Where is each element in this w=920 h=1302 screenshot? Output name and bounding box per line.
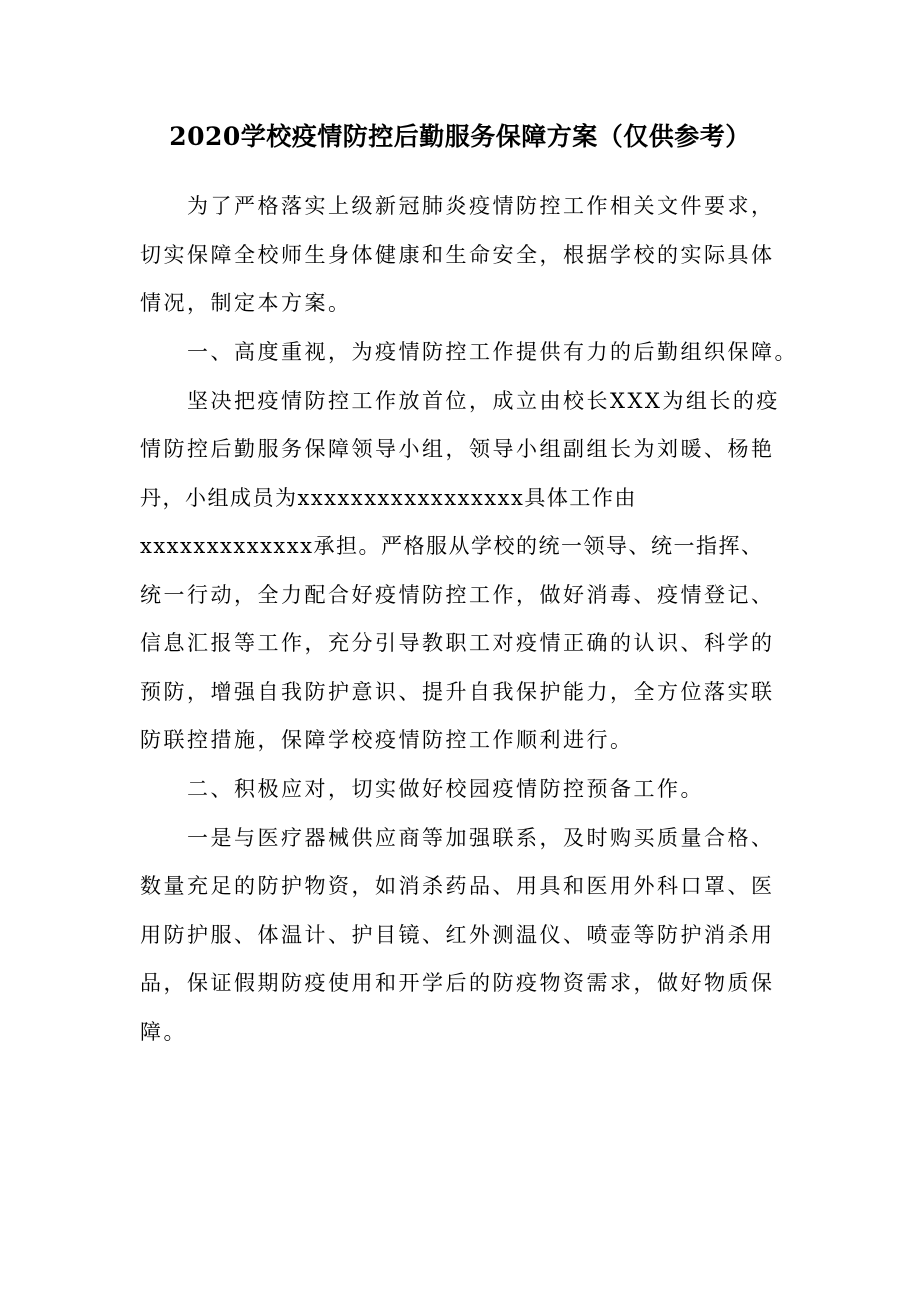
text-line: 为了严格落实上级新冠肺炎疫情防控工作相关文件要求， xyxy=(187,194,775,218)
section-heading: 一、高度重视，为疫情防控工作提供有力的后勤组织保障。 xyxy=(187,340,798,364)
text-line: 数量充足的防护物资，如消杀药品、用具和医用外科口罩、医 xyxy=(140,874,775,898)
text-line: 防联控措施，保障学校疫情防控工作顺利进行。 xyxy=(140,728,634,752)
text-line: 预防，增强自我防护意识、提升自我保护能力，全方位落实联 xyxy=(140,680,775,704)
text-line: 用防护服、体温计、护目镜、红外测温仪、喷壶等防护消杀用 xyxy=(140,923,775,947)
document-title: 2020学校疫情防控后勤服务保障方案（仅供参考） xyxy=(169,122,751,151)
text-line: 切实保障全校师生身体健康和生命安全，根据学校的实际具体 xyxy=(140,243,775,267)
text-line: 障。 xyxy=(140,1020,187,1044)
text-line: 一是与医疗器械供应商等加强联系，及时购买质量合格、 xyxy=(187,826,775,850)
text-line: 情防控后勤服务保障领导小组，领导小组副组长为刘暖、杨艳 xyxy=(140,437,775,461)
text-line: 情况，制定本方案。 xyxy=(140,291,352,315)
section-heading: 二、积极应对，切实做好校园疫情防控预备工作。 xyxy=(187,777,704,801)
text-line: 信息汇报等工作，充分引导教职工对疫情正确的认识、科学的 xyxy=(140,631,775,655)
text-line: xxxxxxxxxxxxx承担。严格服从学校的统一领导、统一指挥、 xyxy=(140,534,764,558)
text-line: 品，保证假期防疫使用和开学后的防疫物资需求，做好物质保 xyxy=(140,971,775,995)
text-line: 丹，小组成员为xxxxxxxxxxxxxxxxx具体工作由 xyxy=(140,486,637,510)
text-line: 统一行动，全力配合好疫情防控工作，做好消毒、疫情登记、 xyxy=(140,583,775,607)
text-line: 坚决把疫情防控工作放首位，成立由校长XXX为组长的疫 xyxy=(187,389,780,413)
